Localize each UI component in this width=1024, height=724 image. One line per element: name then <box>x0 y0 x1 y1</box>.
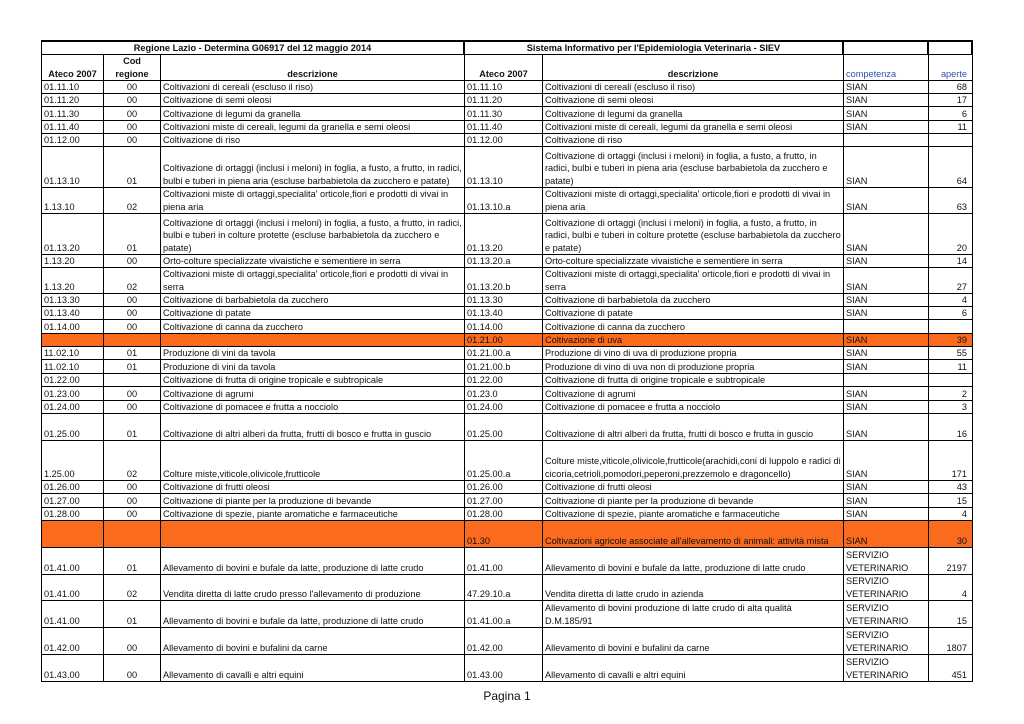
cell-aperte: 11 <box>929 360 973 374</box>
header-row-columns <box>42 55 973 81</box>
cell-competenza: SIAN <box>844 441 929 481</box>
cell-descrizione-regione: Coltivazione di piante per la produzione di bevande <box>161 494 465 508</box>
header-siev-title: Sistema Informativo per l'Epidemiologia Veterinaria - SIEV <box>465 42 844 55</box>
cell-competenza: SERVIZIO VETERINARIO <box>844 655 929 682</box>
cell-aperte <box>929 134 973 147</box>
cell-descrizione-regione: Allevamento di bovini e bufalini da carne <box>161 628 465 655</box>
table-row <box>42 374 973 387</box>
cell-competenza: SIAN <box>844 107 929 121</box>
cell-cod-regione: 00 <box>104 494 161 508</box>
cell-ateco-siev: 01.30 <box>465 521 543 548</box>
cell-ateco-regione: 1.13.20 <box>42 268 104 294</box>
cell-competenza: SIAN <box>844 401 929 414</box>
cell-ateco-siev: 01.21.00.a <box>465 347 543 360</box>
cell-descrizione-siev: Coltivazioni agricole associate all'allevamento di animali: attività mista <box>543 521 844 548</box>
cell-cod-regione <box>104 334 161 347</box>
cell-ateco-regione: 01.13.30 <box>42 294 104 307</box>
cell-aperte: 6 <box>929 107 973 121</box>
col-header-ateco-siev: Ateco 2007 <box>465 55 543 81</box>
table-body <box>42 81 973 682</box>
cell-aperte: 451 <box>929 655 973 682</box>
cell-aperte: 2197 <box>929 548 973 575</box>
cell-aperte: 63 <box>929 188 973 214</box>
table-row <box>42 441 973 481</box>
cell-descrizione-regione: Coltivazioni miste di ortaggi,specialita' orticole,fiori e prodotti di vivai in piena aria <box>161 188 465 214</box>
col-header-cod-regione <box>104 55 161 81</box>
cell-descrizione-siev: Coltivazione di ortaggi (inclusi i meloni) in foglia, a fusto, a frutto, in radici, bulbi e tuberi in piena aria (escluse barbabietola da zucchero e patate) <box>543 147 844 188</box>
cell-ateco-siev: 01.28.00 <box>465 508 543 521</box>
cell-aperte: 6 <box>929 307 973 320</box>
cell-descrizione-regione <box>161 521 465 548</box>
cell-ateco-siev: 01.41.00.a <box>465 601 543 628</box>
cell-cod-regione: 01 <box>104 147 161 188</box>
cell-competenza: SERVIZIO VETERINARIO <box>844 601 929 628</box>
cell-ateco-siev: 01.42.00 <box>465 628 543 655</box>
cell-ateco-regione: 01.13.20 <box>42 214 104 255</box>
table-row <box>42 655 973 682</box>
cell-cod-regione: 00 <box>104 401 161 414</box>
cell-competenza: SIAN <box>844 414 929 441</box>
cell-descrizione-regione: Colture miste,viticole,olivicole,frutticole <box>161 441 465 481</box>
cell-descrizione-regione: Coltivazioni miste di cereali, legumi da granella e semi oleosi <box>161 121 465 134</box>
cell-descrizione-siev: Coltivazione di frutta di origine tropicale e subtropicale <box>543 374 844 387</box>
table-row <box>42 134 973 147</box>
cell-descrizione-siev: Vendita diretta di latte crudo in azienda <box>543 575 844 601</box>
cell-competenza: SIAN <box>844 94 929 107</box>
cell-ateco-siev: 01.13.20.b <box>465 268 543 294</box>
col-header-descrizione-regione: descrizione <box>161 55 465 81</box>
table-row <box>42 401 973 414</box>
cell-aperte: 68 <box>929 81 973 94</box>
cell-ateco-siev: 01.25.00.a <box>465 441 543 481</box>
cell-cod-regione: 01 <box>104 414 161 441</box>
page-number: Pagina 1 <box>483 689 531 703</box>
cell-aperte: 30 <box>929 521 973 548</box>
cell-descrizione-regione: Coltivazione di frutti oleosi <box>161 481 465 494</box>
cell-competenza: SIAN <box>844 508 929 521</box>
cell-aperte: 16 <box>929 414 973 441</box>
cell-cod-regione: 02 <box>104 188 161 214</box>
cell-cod-regione: 00 <box>104 255 161 268</box>
cell-ateco-regione: 1.13.20 <box>42 255 104 268</box>
cell-cod-regione: 02 <box>104 268 161 294</box>
cell-ateco-siev: 01.22.00 <box>465 374 543 387</box>
cell-aperte: 15 <box>929 494 973 508</box>
cell-aperte <box>929 374 973 387</box>
cell-competenza: SIAN <box>844 121 929 134</box>
cell-competenza: SERVIZIO VETERINARIO <box>844 548 929 575</box>
cell-cod-regione: 01 <box>104 548 161 575</box>
data-sheet <box>41 40 973 682</box>
cell-aperte <box>929 320 973 334</box>
cell-ateco-regione: 11.02.10 <box>42 347 104 360</box>
table-row-highlighted <box>42 334 973 347</box>
table-row <box>42 628 973 655</box>
cell-ateco-siev: 01.13.20 <box>465 214 543 255</box>
cell-ateco-regione: 01.24.00 <box>42 401 104 414</box>
cell-descrizione-siev: Coltivazione di agrumi <box>543 387 844 401</box>
cell-ateco-regione: 01.14.00 <box>42 320 104 334</box>
col-header-ateco-regione: Ateco 2007 <box>42 55 104 81</box>
cell-descrizione-siev: Allevamento di cavalli e altri equini <box>543 655 844 682</box>
cell-cod-regione: 00 <box>104 628 161 655</box>
table-row <box>42 147 973 188</box>
table-row <box>42 347 973 360</box>
cell-aperte: 2 <box>929 387 973 401</box>
col-header-aperte: aperte <box>929 55 973 81</box>
cell-descrizione-siev: Coltivazione di ortaggi (inclusi i meloni) in foglia, a fusto, a frutto, in radici, bulbi e tuberi in colture protette (escluse barbabietola da zucchero e patate) <box>543 214 844 255</box>
cell-competenza <box>844 374 929 387</box>
cell-descrizione-regione: Coltivazione di pomacee e frutta a nocciolo <box>161 401 465 414</box>
cell-aperte: 64 <box>929 147 973 188</box>
cell-descrizione-siev: Coltivazione di uva <box>543 334 844 347</box>
cell-descrizione-siev: Allevamento di bovini produzione di latte crudo di alta qualità D.M.185/91 <box>543 601 844 628</box>
table-row <box>42 494 973 508</box>
table-row <box>42 94 973 107</box>
cell-cod-regione <box>104 521 161 548</box>
cell-ateco-regione: 01.23.00 <box>42 387 104 401</box>
cell-competenza: SERVIZIO VETERINARIO <box>844 628 929 655</box>
cell-competenza: SERVIZIO VETERINARIO <box>844 575 929 601</box>
cell-ateco-siev: 01.13.20.a <box>465 255 543 268</box>
cell-ateco-siev: 01.27.00 <box>465 494 543 508</box>
cell-ateco-regione: 01.22.00 <box>42 374 104 387</box>
cell-descrizione-siev: Coltivazione di frutti oleosi <box>543 481 844 494</box>
cell-competenza: SIAN <box>844 188 929 214</box>
cell-descrizione-siev: Coltivazione di piante per la produzione di bevande <box>543 494 844 508</box>
cell-aperte: 4 <box>929 575 973 601</box>
cell-competenza: SIAN <box>844 214 929 255</box>
cell-ateco-regione: 01.41.00 <box>42 575 104 601</box>
cell-aperte: 39 <box>929 334 973 347</box>
cell-descrizione-regione: Vendita diretta di latte crudo presso l'allevamento di produzione <box>161 575 465 601</box>
cell-cod-regione: 00 <box>104 107 161 121</box>
header-empty-competenza <box>844 42 929 55</box>
cell-descrizione-regione: Allevamento di cavalli e altri equini <box>161 655 465 682</box>
cell-ateco-regione <box>42 334 104 347</box>
cell-ateco-siev: 01.41.00 <box>465 548 543 575</box>
table-row <box>42 188 973 214</box>
cell-competenza: SIAN <box>844 307 929 320</box>
cell-cod-regione: 00 <box>104 481 161 494</box>
cell-cod-regione: 01 <box>104 360 161 374</box>
cell-ateco-siev: 01.13.10.a <box>465 188 543 214</box>
cell-cod-regione: 01 <box>104 601 161 628</box>
cell-descrizione-siev: Coltivazione di barbabietola da zucchero <box>543 294 844 307</box>
cell-descrizione-regione: Coltivazione di altri alberi da frutta, frutti di bosco e frutta in guscio <box>161 414 465 441</box>
cell-competenza: SIAN <box>844 81 929 94</box>
cell-cod-regione: 00 <box>104 508 161 521</box>
table-row <box>42 320 973 334</box>
cell-ateco-regione: 01.11.30 <box>42 107 104 121</box>
cell-ateco-siev: 01.12.00 <box>465 134 543 147</box>
cell-ateco-siev: 01.43.00 <box>465 655 543 682</box>
cell-ateco-regione: 01.13.10 <box>42 147 104 188</box>
table-row <box>42 255 973 268</box>
cell-competenza: SIAN <box>844 481 929 494</box>
cell-descrizione-siev: Coltivazione di legumi da granella <box>543 107 844 121</box>
cell-ateco-siev: 01.11.30 <box>465 107 543 121</box>
cell-cod-regione: 00 <box>104 294 161 307</box>
cell-ateco-regione: 01.13.40 <box>42 307 104 320</box>
cell-cod-regione: 00 <box>104 81 161 94</box>
cell-cod-regione: 01 <box>104 214 161 255</box>
cell-ateco-regione: 01.11.40 <box>42 121 104 134</box>
cell-aperte: 3 <box>929 401 973 414</box>
cell-descrizione-regione <box>161 334 465 347</box>
col-header-cod-regione-label: Cod regione <box>115 56 149 79</box>
table-row <box>42 508 973 521</box>
cell-descrizione-siev: Produzione di vino di uva di produzione propria <box>543 347 844 360</box>
cell-ateco-regione: 01.27.00 <box>42 494 104 508</box>
table-row-highlighted <box>42 521 973 548</box>
cell-aperte: 27 <box>929 268 973 294</box>
cell-descrizione-siev: Produzione di vino di uva non di produzione propria <box>543 360 844 374</box>
cell-descrizione-regione: Coltivazione di barbabietola da zucchero <box>161 294 465 307</box>
cell-ateco-siev: 01.13.40 <box>465 307 543 320</box>
cell-ateco-regione: 01.28.00 <box>42 508 104 521</box>
cell-aperte: 171 <box>929 441 973 481</box>
cell-descrizione-regione: Produzione di vini da tavola <box>161 360 465 374</box>
table-row <box>42 268 973 294</box>
cell-ateco-siev: 01.13.30 <box>465 294 543 307</box>
cell-descrizione-siev: Coltivazioni miste di ortaggi,specialita' orticole,fiori e prodotti di vivai in serra <box>543 268 844 294</box>
cell-descrizione-siev: Colture miste,viticole,olivicole,frutticole(arachidi,coni di luppolo e radici di cicoria,cetrioli,pomodori,peperoni,prezzemolo e dragoncello) <box>543 441 844 481</box>
cell-ateco-regione: 01.41.00 <box>42 548 104 575</box>
cell-aperte: 4 <box>929 508 973 521</box>
cell-cod-regione: 02 <box>104 575 161 601</box>
cell-descrizione-siev: Coltivazione di pomacee e frutta a nocciolo <box>543 401 844 414</box>
cell-competenza: SIAN <box>844 347 929 360</box>
col-header-descrizione-siev: descrizione <box>543 55 844 81</box>
cell-ateco-regione <box>42 521 104 548</box>
cell-descrizione-siev: Coltivazione di spezie, piante aromatiche e farmaceutiche <box>543 508 844 521</box>
cell-descrizione-siev: Coltivazioni di cereali (escluso il riso) <box>543 81 844 94</box>
cell-descrizione-regione: Coltivazioni miste di ortaggi,specialita' orticole,fiori e prodotti di vivai in serra <box>161 268 465 294</box>
cell-ateco-regione: 01.25.00 <box>42 414 104 441</box>
cell-aperte: 4 <box>929 294 973 307</box>
cell-descrizione-regione: Coltivazione di canna da zucchero <box>161 320 465 334</box>
cell-ateco-regione: 01.12.00 <box>42 134 104 147</box>
cell-competenza: SIAN <box>844 255 929 268</box>
cell-descrizione-regione: Coltivazione di ortaggi (inclusi i meloni) in foglia, a fusto, a frutto, in radici, bulbi e tuberi in colture protette (escluse barbabietola da zucchero e patate) <box>161 214 465 255</box>
table-row <box>42 481 973 494</box>
table-row <box>42 294 973 307</box>
cell-ateco-regione: 01.11.10 <box>42 81 104 94</box>
cell-descrizione-regione: Orto-colture specializzate vivaistiche e sementiere in serra <box>161 255 465 268</box>
cell-descrizione-regione: Allevamento di bovini e bufale da latte, produzione di latte crudo <box>161 548 465 575</box>
cell-descrizione-siev: Coltivazione di patate <box>543 307 844 320</box>
cell-competenza: SIAN <box>844 268 929 294</box>
cell-descrizione-siev: Coltivazione di riso <box>543 134 844 147</box>
cell-aperte: 17 <box>929 94 973 107</box>
cell-aperte: 20 <box>929 214 973 255</box>
cell-descrizione-regione: Coltivazione di agrumi <box>161 387 465 401</box>
cell-competenza: SIAN <box>844 334 929 347</box>
table-row <box>42 601 973 628</box>
cell-descrizione-siev: Coltivazioni miste di cereali, legumi da granella e semi oleosi <box>543 121 844 134</box>
header-regione-title: Regione Lazio - Determina G06917 del 12 maggio 2014 <box>42 42 465 55</box>
cell-descrizione-siev: Allevamento di bovini e bufalini da carne <box>543 628 844 655</box>
table-row <box>42 81 973 94</box>
cell-cod-regione: 00 <box>104 320 161 334</box>
cell-ateco-siev: 01.25.00 <box>465 414 543 441</box>
cell-cod-regione: 02 <box>104 441 161 481</box>
cell-ateco-regione: 11.02.10 <box>42 360 104 374</box>
cell-ateco-siev: 01.14.00 <box>465 320 543 334</box>
header-row-sources <box>42 42 973 55</box>
table-row <box>42 214 973 255</box>
cell-descrizione-regione: Coltivazione di spezie, piante aromatiche e farmaceutiche <box>161 508 465 521</box>
cell-aperte: 15 <box>929 601 973 628</box>
cell-competenza <box>844 320 929 334</box>
cell-competenza: SIAN <box>844 360 929 374</box>
cell-ateco-siev: 01.11.10 <box>465 81 543 94</box>
cell-ateco-siev: 01.11.20 <box>465 94 543 107</box>
cell-competenza: SIAN <box>844 521 929 548</box>
cell-descrizione-regione: Allevamento di bovini e bufale da latte, produzione di latte crudo <box>161 601 465 628</box>
cell-ateco-siev: 01.24.00 <box>465 401 543 414</box>
cell-cod-regione <box>104 374 161 387</box>
table-row <box>42 548 973 575</box>
cell-descrizione-regione: Coltivazione di legumi da granella <box>161 107 465 121</box>
cell-cod-regione: 00 <box>104 387 161 401</box>
cell-aperte: 1807 <box>929 628 973 655</box>
cell-competenza: SIAN <box>844 494 929 508</box>
cell-competenza: SIAN <box>844 294 929 307</box>
cell-competenza: SIAN <box>844 147 929 188</box>
cell-descrizione-siev: Allevamento di bovini e bufale da latte, produzione di latte crudo <box>543 548 844 575</box>
cell-ateco-regione: 1.13.10 <box>42 188 104 214</box>
cell-ateco-siev: 01.21.00 <box>465 334 543 347</box>
cell-aperte: 55 <box>929 347 973 360</box>
cell-competenza: SIAN <box>844 387 929 401</box>
cell-descrizione-regione: Coltivazioni di cereali (escluso il riso) <box>161 81 465 94</box>
cell-ateco-regione: 1.25.00 <box>42 441 104 481</box>
cell-descrizione-siev: Orto-colture specializzate vivaistiche e sementiere in serra <box>543 255 844 268</box>
cell-cod-regione: 01 <box>104 347 161 360</box>
cell-descrizione-regione: Coltivazione di semi oleosi <box>161 94 465 107</box>
cell-ateco-regione: 01.11.20 <box>42 94 104 107</box>
cell-ateco-siev: 01.23.0 <box>465 387 543 401</box>
cell-cod-regione: 00 <box>104 307 161 320</box>
table-row <box>42 575 973 601</box>
cell-ateco-regione: 01.42.00 <box>42 628 104 655</box>
table-row <box>42 360 973 374</box>
table-row <box>42 307 973 320</box>
table-row <box>42 121 973 134</box>
cell-ateco-siev: 01.21.00.b <box>465 360 543 374</box>
col-header-competenza: competenza <box>844 55 929 81</box>
cell-ateco-siev: 01.11.40 <box>465 121 543 134</box>
cell-ateco-regione: 01.43.00 <box>42 655 104 682</box>
cell-descrizione-siev: Coltivazione di altri alberi da frutta, frutti di bosco e frutta in guscio <box>543 414 844 441</box>
cell-cod-regione: 00 <box>104 134 161 147</box>
cell-ateco-siev: 01.13.10 <box>465 147 543 188</box>
table-row <box>42 414 973 441</box>
cell-descrizione-regione: Produzione di vini da tavola <box>161 347 465 360</box>
cell-ateco-regione: 01.41.00 <box>42 601 104 628</box>
cell-descrizione-regione: Coltivazione di patate <box>161 307 465 320</box>
cell-descrizione-regione: Coltivazione di ortaggi (inclusi i meloni) in foglia, a fusto, a frutto, in radici, bulbi e tuberi in piena aria (escluse barbabietola da zucchero e patate) <box>161 147 465 188</box>
cell-descrizione-siev: Coltivazioni miste di ortaggi,specialita' orticole,fiori e prodotti di vivai in piena aria <box>543 188 844 214</box>
cell-aperte: 43 <box>929 481 973 494</box>
cell-aperte: 14 <box>929 255 973 268</box>
cell-descrizione-regione: Coltivazione di riso <box>161 134 465 147</box>
cell-ateco-siev: 47.29.10.a <box>465 575 543 601</box>
table-row <box>42 107 973 121</box>
cell-descrizione-siev: Coltivazione di canna da zucchero <box>543 320 844 334</box>
cell-ateco-regione: 01.26.00 <box>42 481 104 494</box>
cell-cod-regione: 00 <box>104 655 161 682</box>
table-row <box>42 387 973 401</box>
cell-competenza <box>844 134 929 147</box>
cell-descrizione-regione: Coltivazione di frutta di origine tropicale e subtropicale <box>161 374 465 387</box>
cell-ateco-siev: 01.26.00 <box>465 481 543 494</box>
cell-cod-regione: 00 <box>104 94 161 107</box>
cell-cod-regione: 00 <box>104 121 161 134</box>
cell-aperte: 11 <box>929 121 973 134</box>
cell-descrizione-siev: Coltivazione di semi oleosi <box>543 94 844 107</box>
header-empty-aperte <box>929 42 973 55</box>
